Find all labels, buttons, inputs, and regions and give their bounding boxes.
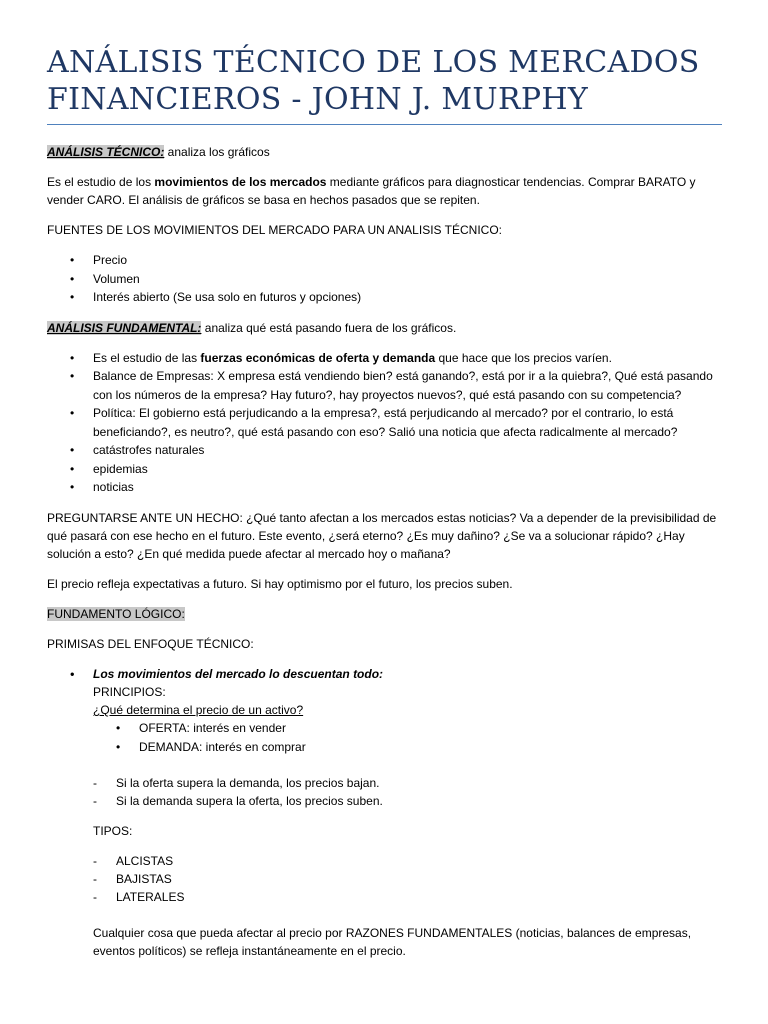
list-item: • DEMANDA: interés en comprar <box>116 738 722 757</box>
title-divider <box>47 124 722 125</box>
tipos-list <box>47 852 722 906</box>
list-item: • Es el estudio de las fuerzas económicas de oferta y demanda que hace que los precios varíen. <box>70 349 722 368</box>
tipos-label: TIPOS: <box>93 824 133 838</box>
fundamento-heading: FUNDAMENTO LÓGICO: <box>47 606 185 621</box>
tecnico-def: analiza los gráficos <box>164 145 270 159</box>
list-item: • OFERTA: interés en vender <box>116 719 722 738</box>
fundamental-label: ANÁLISIS FUNDAMENTAL: <box>47 320 202 335</box>
document-page <box>47 44 722 960</box>
premisas-list <box>47 665 722 684</box>
precio-rules-list <box>47 774 722 810</box>
cualquier-paragraph: Cualquier cosa que pueda afectar al precio por RAZONES FUNDAMENTALES (noticias, balances de empresas, eventos políticos) se refleja instantáneamente en el precio. <box>93 926 692 958</box>
principios-question: ¿Qué determina el precio de un activo? <box>93 703 304 717</box>
list-item: - BAJISTAS <box>93 870 722 888</box>
oferta-demanda-list <box>47 719 722 756</box>
tecnico-label: ANÁLISIS TÉCNICO: <box>47 145 165 159</box>
list-item: • Volumen <box>70 270 722 289</box>
fuerzas-emphasis: fuerzas económicas de oferta y demanda <box>200 350 436 365</box>
tecnico-paragraph: Es el estudio de los movimientos de los mercados mediante gráficos para diagnosticar tendencias. Comprar BARATO y vender CARO. El análisis de gráficos se basa en hechos pasados que se repiten. <box>47 175 696 207</box>
list-item: - Si la oferta supera la demanda, los precios bajan. <box>93 774 722 792</box>
primisas-heading: PRIMISAS DEL ENFOQUE TÉCNICO: <box>47 636 254 651</box>
fundamental-list <box>47 349 722 497</box>
list-item: • Los movimientos del mercado lo descuentan todo: <box>70 665 722 684</box>
list-item: • Interés abierto (Se usa solo en futuros y opciones) <box>70 288 722 307</box>
list-item: - Si la demanda supera la oferta, los precios suben. <box>93 792 722 810</box>
fuentes-heading: FUENTES DE LOS MOVIMIENTOS DEL MERCADO PARA UN ANALISIS TÉCNICO: <box>47 223 502 237</box>
movimientos-emphasis: movimientos de los mercados <box>154 175 327 189</box>
fundamental-heading <box>47 319 722 337</box>
fuentes-list <box>47 251 722 307</box>
list-item: - LATERALES <box>93 888 722 906</box>
tecnico-heading <box>47 143 722 161</box>
document-title: ANÁLISIS TÉCNICO DE LOS MERCADOS FINANCIEROS - JOHN J. MURPHY <box>47 45 700 117</box>
preguntarse-paragraph: PREGUNTARSE ANTE UN HECHO: ¿Qué tanto afectan a los mercados estas noticias? Va a depender de la previsibilidad de qué pasará con ese hecho en el futuro. Este evento, ¿será eterno? ¿Es muy dañino? ¿Se va a solucionar rápido? ¿Hay solución a esto? ¿En qué medida puede afectar al mercado hoy o mañana? <box>47 510 717 561</box>
list-item: • noticias <box>70 478 722 497</box>
principios-label: PRINCIPIOS: <box>93 685 166 699</box>
list-item: • epidemias <box>70 460 722 479</box>
list-item: • Balance de Empresas: X empresa está vendiendo bien? está ganando?, está por ir a la quiebra?, Qué está pasando con los números de la empresa? Hay futuro?, hay proyectos nuevos?, qué está pasando con su competencia? <box>70 367 722 404</box>
list-item: • Precio <box>70 251 722 270</box>
fundamental-def: analiza qué está pasando fuera de los gráficos. <box>201 320 457 335</box>
list-item: • Política: El gobierno está perjudicando a la empresa?, está perjudicando al mercado? por el contrario, lo está beneficiando?, es neutro?, qué está pasando con eso? Salió una noticia que afecta radicalmente al mercado? <box>70 404 722 441</box>
list-item: - ALCISTAS <box>93 852 722 870</box>
list-item: • catástrofes naturales <box>70 441 722 460</box>
precio-paragraph: El precio refleja expectativas a futuro. Si hay optimismo por el futuro, los precios suben. <box>47 576 513 591</box>
